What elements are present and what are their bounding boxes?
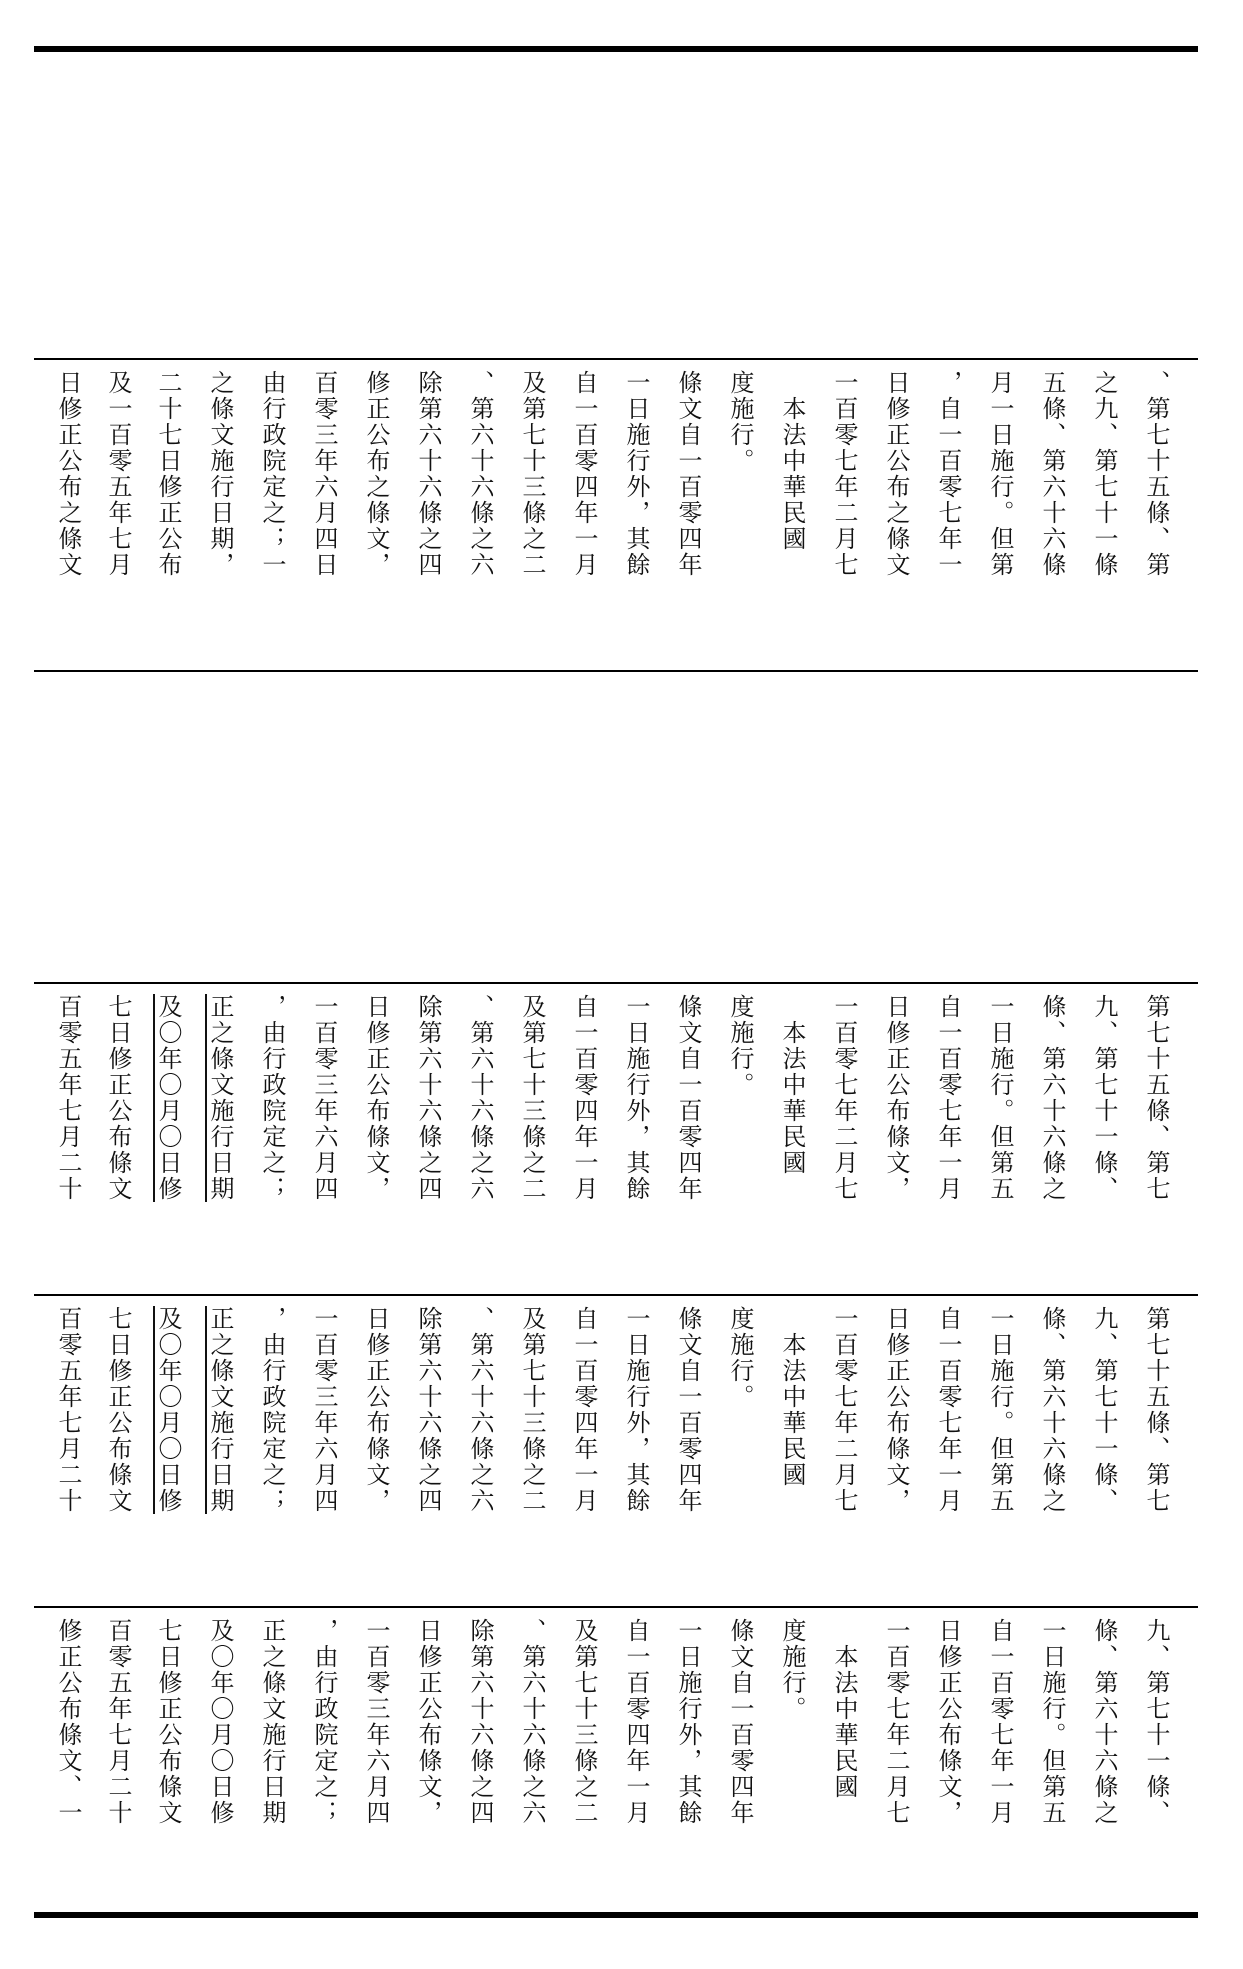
text-column: 一日施行。但第五 — [986, 1306, 1014, 1514]
text-column: 一百零七年二月七 — [830, 370, 858, 578]
text-column: 九、第七十一條、 — [1090, 994, 1118, 1202]
text-column: 一百零七年二月七 — [830, 1306, 858, 1514]
text-column: 由行政院定之；一 — [258, 370, 286, 578]
text-column: 本法中華民國 — [778, 994, 806, 1176]
text-column: 、第六十六條之六 — [466, 994, 494, 1202]
text-column: 條文自一百零四年 — [674, 370, 702, 578]
text-column: 除第六十六條之四 — [414, 1306, 442, 1514]
top-border-rule — [34, 46, 1198, 52]
text-column: 二十七日修正公布 — [154, 370, 182, 578]
text-column: 一日施行。但第五 — [986, 994, 1014, 1202]
text-column: 自一百零四年一月 — [570, 994, 598, 1202]
text-column: ，由行政院定之； — [310, 1618, 338, 1826]
text-column: 第七十五條、第七 — [1142, 994, 1170, 1202]
text-column: 一百零三年六月四 — [362, 1618, 390, 1826]
text-column: 條文自一百零四年 — [674, 994, 702, 1202]
text-column: ，由行政院定之； — [258, 1306, 286, 1514]
text-column: 及第七十三條之二 — [518, 1306, 546, 1514]
text-block-bottom — [34, 1608, 1198, 1912]
row-divider-2 — [34, 670, 1198, 672]
text-column: 、第六十六條之六 — [466, 370, 494, 578]
text-column: 七日修正公布條文 — [104, 1306, 132, 1514]
text-column: 百零三年六月四日 — [310, 370, 338, 578]
text-column: 條文自一百零四年 — [726, 1618, 754, 1826]
text-column: 及第七十三條之二 — [570, 1618, 598, 1826]
text-column: 、第六十六條之六 — [466, 1306, 494, 1514]
text-column: 自一百零七年一月 — [986, 1618, 1014, 1826]
text-column: 度施行。 — [726, 994, 754, 1098]
text-column: 百零五年七月二十 — [54, 1306, 82, 1514]
text-column: 本法中華民國 — [778, 370, 806, 552]
text-column: 條、第六十六條之 — [1038, 994, 1066, 1202]
text-column: 及〇年〇月〇日修 — [206, 1618, 234, 1826]
text-column: 自一百零四年一月 — [622, 1618, 650, 1826]
text-column: 條文自一百零四年 — [674, 1306, 702, 1514]
text-column: 自一百零七年一月 — [934, 1306, 962, 1514]
text-column: 度施行。 — [726, 1306, 754, 1410]
text-column: 度施行。 — [778, 1618, 806, 1722]
text-column: 一日施行外，其餘 — [622, 1306, 650, 1514]
underlined-text-column: 正之條文施行日期 — [206, 1306, 234, 1514]
text-column: 正之條文施行日期 — [258, 1618, 286, 1826]
text-column: 條、第六十六條之 — [1038, 1306, 1066, 1514]
text-column: 日修正公布條文， — [934, 1618, 962, 1826]
text-block-lower — [34, 1296, 1198, 1606]
text-column: 自一百零四年一月 — [570, 1306, 598, 1514]
text-column: 修正公布條文、一 — [54, 1618, 82, 1826]
text-column: 月一日施行。但第 — [986, 370, 1014, 578]
underlined-text-column: 及〇年〇月〇日修 — [154, 1306, 182, 1514]
text-column: 九、第七十一條、 — [1090, 1306, 1118, 1514]
text-column: 除第六十六條之四 — [414, 370, 442, 578]
text-column: 一日施行外，其餘 — [674, 1618, 702, 1826]
text-column: 百零五年七月二十 — [104, 1618, 132, 1826]
text-column: 度施行。 — [726, 370, 754, 474]
text-column: 一日施行。但第五 — [1038, 1618, 1066, 1826]
text-column: 本法中華民國 — [830, 1618, 858, 1800]
text-column: 七日修正公布條文 — [154, 1618, 182, 1826]
text-column: 日修正公布之條文 — [54, 370, 82, 578]
text-column: 自一百零七年一月 — [934, 994, 962, 1202]
text-column: 及第七十三條之二 — [518, 370, 546, 578]
text-column: ，由行政院定之； — [258, 994, 286, 1202]
text-column: 一百零七年二月七 — [830, 994, 858, 1202]
underlined-text-column: 及〇年〇月〇日修 — [154, 994, 182, 1202]
text-column: 日修正公布條文， — [362, 994, 390, 1202]
text-column: 一日施行外，其餘 — [622, 370, 650, 578]
text-column: 一日施行外，其餘 — [622, 994, 650, 1202]
text-column: 之條文施行日期， — [206, 370, 234, 578]
text-block-middle — [34, 984, 1198, 1294]
text-column: 修正公布之條文， — [362, 370, 390, 578]
text-column: 本法中華民國 — [778, 1306, 806, 1488]
text-column: 日修正公布條文， — [882, 994, 910, 1202]
text-column: 除第六十六條之四 — [414, 994, 442, 1202]
bottom-border-rule — [34, 1912, 1198, 1918]
text-column: 、第七十五條、第 — [1142, 370, 1170, 578]
text-column: 一百零三年六月四 — [310, 994, 338, 1202]
text-column: 五條、第六十六條 — [1038, 370, 1066, 578]
text-column: 、第六十六條之六 — [518, 1618, 546, 1826]
text-column: 一百零七年二月七 — [882, 1618, 910, 1826]
text-column: ，自一百零七年一 — [934, 370, 962, 578]
text-column: 及第七十三條之二 — [518, 994, 546, 1202]
text-column: 日修正公布條文， — [362, 1306, 390, 1514]
underlined-text-column: 正之條文施行日期 — [206, 994, 234, 1202]
text-column: 九、第七十一條、 — [1142, 1618, 1170, 1826]
text-column: 百零五年七月二十 — [54, 994, 82, 1202]
text-column: 一百零三年六月四 — [310, 1306, 338, 1514]
text-column: 第七十五條、第七 — [1142, 1306, 1170, 1514]
text-column: 之九、第七十一條 — [1090, 370, 1118, 578]
text-column: 除第六十六條之四 — [466, 1618, 494, 1826]
text-column: 日修正公布條文， — [414, 1618, 442, 1826]
text-column: 條、第六十六條之 — [1090, 1618, 1118, 1826]
text-column: 及一百零五年七月 — [104, 370, 132, 578]
text-column: 七日修正公布條文 — [104, 994, 132, 1202]
text-block-top — [34, 360, 1198, 670]
text-column: 日修正公布條文， — [882, 1306, 910, 1514]
text-column: 日修正公布之條文 — [882, 370, 910, 578]
text-column: 自一百零四年一月 — [570, 370, 598, 578]
